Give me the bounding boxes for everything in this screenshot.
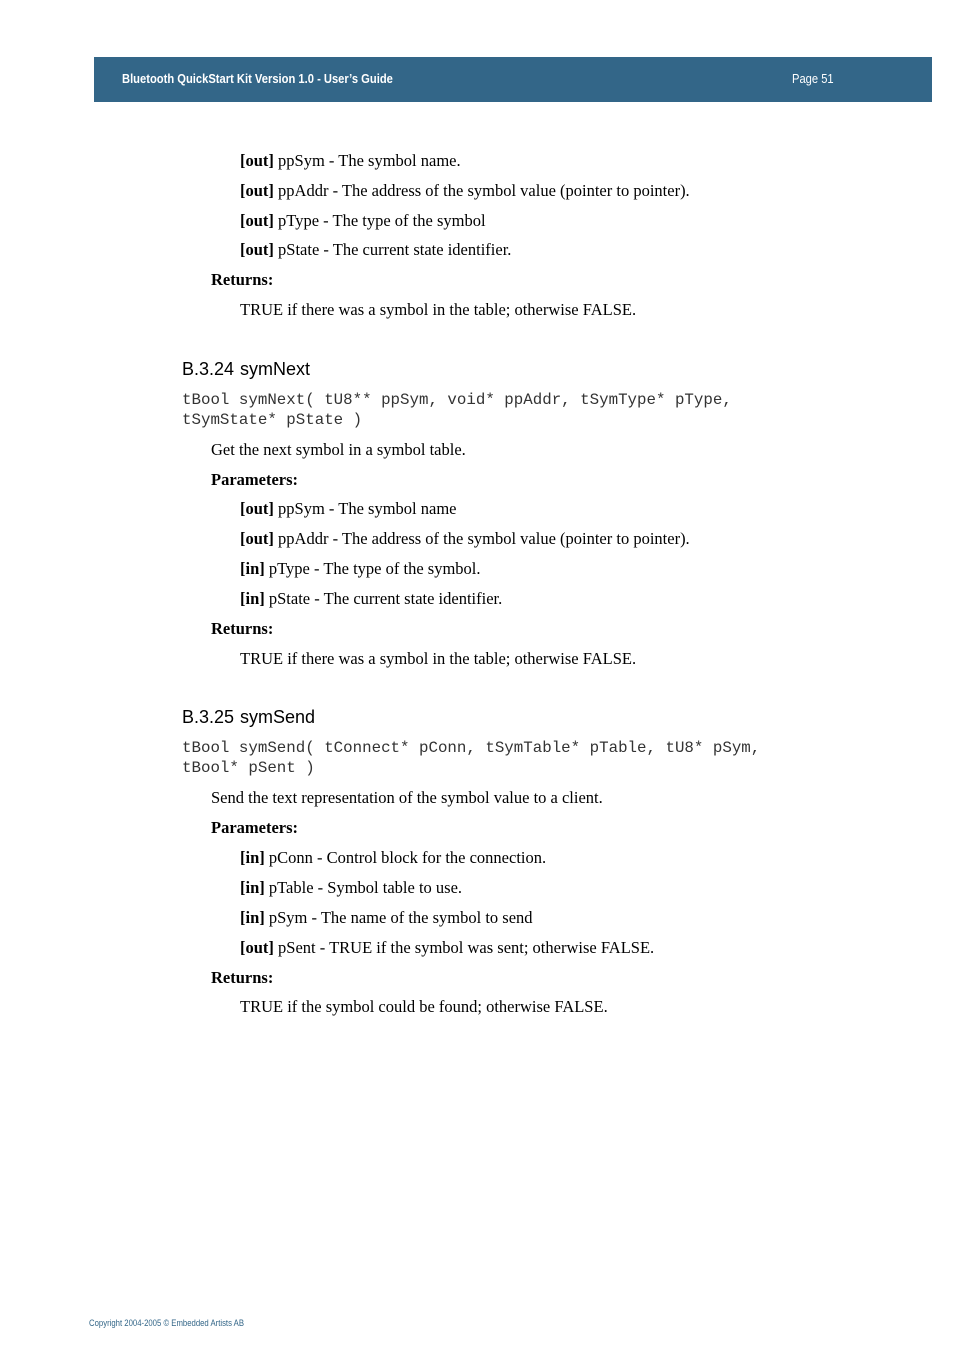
section-heading-symnext: B.3.24 symNext bbox=[182, 359, 311, 379]
param-line: [in] pState - The current state identifier. bbox=[240, 589, 503, 608]
returns-label: Returns: bbox=[211, 968, 274, 987]
description: Send the text representation of the symbol value to a client. bbox=[211, 788, 603, 807]
param-line: [in] pConn - Control block for the connection. bbox=[240, 848, 547, 867]
section-heading-symsend: B.3.25 symSend bbox=[182, 707, 316, 727]
signature-line: tBool symNext( tU8** ppSym, void* ppAddr, tSymType* pType, bbox=[182, 391, 732, 409]
copyright-footer: Copyright 2004-2005 © Embedded Artists AB bbox=[89, 1318, 245, 1328]
returns-label: Returns: bbox=[211, 270, 274, 289]
param-line: [out] ppAddr - The address of the symbol value (pointer to pointer). bbox=[240, 181, 690, 200]
signature-line: tSymState* pState ) bbox=[182, 411, 363, 429]
page-number: Page 51 bbox=[792, 71, 834, 86]
page-header bbox=[94, 57, 932, 102]
param-line: [in] pSym - The name of the symbol to send bbox=[240, 908, 533, 927]
document-title: Bluetooth QuickStart Kit Version 1.0 - User’s Guide bbox=[122, 71, 393, 86]
parameters-label: Parameters: bbox=[211, 470, 299, 489]
param-line: [out] pType - The type of the symbol bbox=[240, 211, 486, 230]
param-line: [in] pTable - Symbol table to use. bbox=[240, 878, 463, 897]
returns-text: TRUE if there was a symbol in the table; otherwise FALSE. bbox=[240, 649, 637, 668]
signature-line: tBool symSend( tConnect* pConn, tSymTable* pTable, tU8* pSym, bbox=[182, 739, 761, 757]
param-line: [out] ppSym - The symbol name bbox=[240, 499, 457, 518]
param-line: [out] pSent - TRUE if the symbol was sent; otherwise FALSE. bbox=[240, 938, 655, 957]
param-line: [in] pType - The type of the symbol. bbox=[240, 559, 481, 578]
returns-text: TRUE if there was a symbol in the table; otherwise FALSE. bbox=[240, 300, 637, 319]
param-line: [out] ppAddr - The address of the symbol value (pointer to pointer). bbox=[240, 529, 690, 548]
signature-line: tBool* pSent ) bbox=[182, 759, 315, 777]
parameters-label: Parameters: bbox=[211, 818, 299, 837]
returns-text: TRUE if the symbol could be found; otherwise FALSE. bbox=[240, 997, 608, 1016]
description: Get the next symbol in a symbol table. bbox=[211, 440, 466, 459]
returns-label: Returns: bbox=[211, 619, 274, 638]
param-line: [out] ppSym - The symbol name. bbox=[240, 151, 461, 170]
param-line: [out] pState - The current state identifier. bbox=[240, 240, 512, 259]
